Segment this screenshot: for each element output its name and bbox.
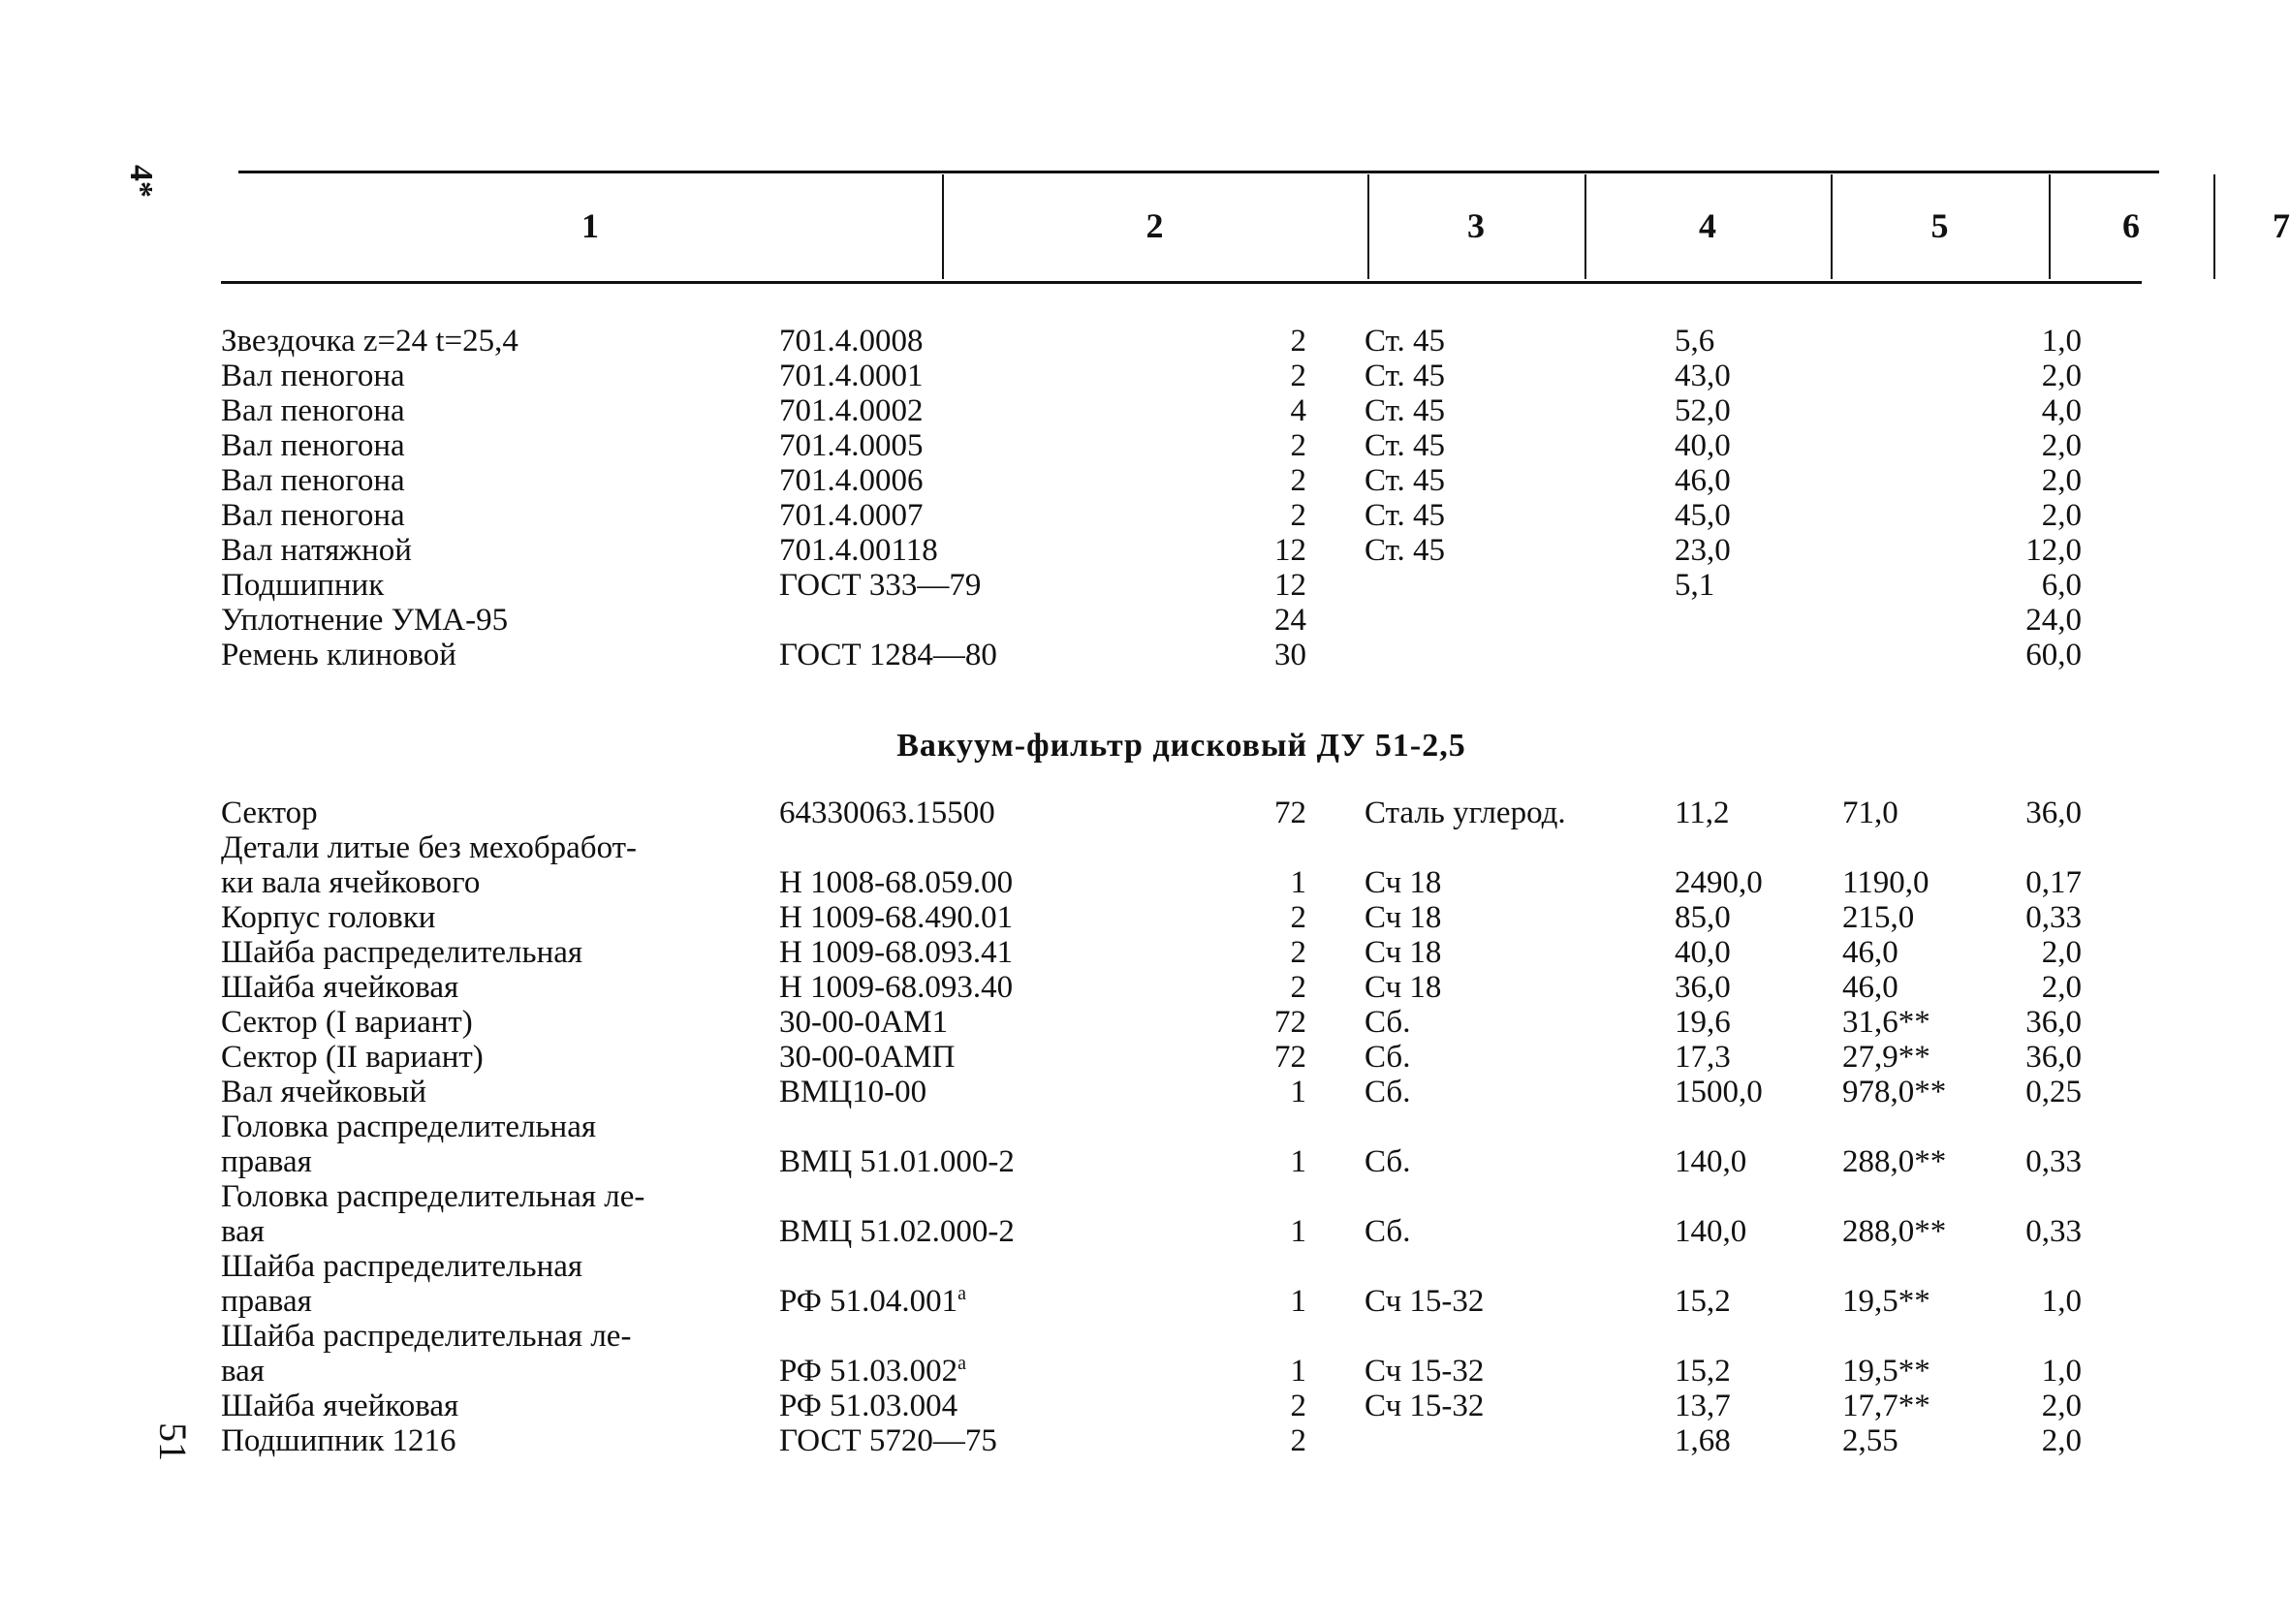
table-row [221,603,2159,638]
cell-name: Вал пеногона [221,463,405,498]
cell-code-wrap [779,1354,966,1389]
cell-v5: 1500,0 [1675,1075,1763,1109]
cell-material: Сч 15-32 [1365,1389,1485,1423]
cell-code: Н 1009-68.093.41 [779,935,1014,970]
cell-qty: 1 [1290,865,1306,900]
cell-v5: 140,0 [1675,1214,1747,1249]
cell-name: Ремень клиновой [221,638,456,672]
cell-qty: 1 [1290,1214,1306,1249]
cell-name: Сектор (II вариант) [221,1040,484,1075]
table-row [221,970,2159,1005]
cell-name: правая [221,1284,312,1319]
page-number: 51 [151,1422,195,1461]
cell-v6: 19,5** [1842,1354,1930,1389]
cell-material: Ст. 45 [1365,463,1446,498]
cell-name: Шайба ячейковая [221,970,459,1005]
cell-name: Звездочка z=24 t=25,4 [221,324,518,359]
table-row [221,359,2159,393]
cell-v7: 1,0 [2041,1284,2082,1319]
cell-v5: 15,2 [1675,1354,1731,1389]
cell-name: Шайба распределительная [221,935,583,970]
cell-qty: 72 [1274,1005,1306,1040]
header-col-2: 2 [1145,206,1164,245]
header-col-4: 4 [1699,206,1716,245]
table-row [221,1214,2159,1249]
cell-qty: 2 [1290,463,1306,498]
cell-qty: 2 [1290,359,1306,393]
cell-qty: 2 [1290,498,1306,533]
cell-v5: 36,0 [1675,970,1731,1005]
table-row [221,1249,2159,1284]
table-row [221,393,2159,428]
cell-qty: 2 [1290,428,1306,463]
table-row [221,1354,2159,1389]
table-row [221,638,2159,672]
header-col-7: 7 [2273,206,2290,245]
cell-name: Детали литые без мехобработ- [221,830,638,865]
cell-v7: 12,0 [2025,533,2082,568]
table-row [221,900,2159,935]
cell-material: Сч 18 [1365,865,1442,900]
cell-name: Сектор [221,796,318,830]
cell-v6: 31,6** [1842,1005,1930,1040]
cell-material: Сч 15-32 [1365,1354,1485,1389]
table-row [221,1144,2159,1179]
cell-v6: 2,55 [1842,1423,1898,1458]
cell-name: Вал пеногона [221,428,405,463]
cell-v7: 0,33 [2025,1214,2082,1249]
cell-material: Сб. [1365,1075,1411,1109]
cell-v6: 288,0** [1842,1214,1947,1249]
table-row [221,463,2159,498]
table-row [221,1005,2159,1040]
header-rule-bottom [221,281,2142,284]
cell-v5: 40,0 [1675,935,1731,970]
cell-code: 701.4.0006 [779,463,924,498]
cell-v7: 2,0 [2041,1423,2082,1458]
cell-v6: 27,9** [1842,1040,1930,1075]
cell-name: Сектор (I вариант) [221,1005,473,1040]
cell-material: Ст. 45 [1365,498,1446,533]
cell-name: ки вала ячейкового [221,865,481,900]
table-row [221,533,2159,568]
cell-code: 701.4.0001 [779,359,924,393]
cell-v5: 85,0 [1675,900,1731,935]
cell-qty: 72 [1274,796,1306,830]
cell-name: Уплотнение УМА-95 [221,603,509,638]
header-col-6: 6 [2122,206,2140,245]
cell-qty: 12 [1274,533,1306,568]
cell-code: 30-00-0АМ1 [779,1005,949,1040]
cell-code: 701.4.00118 [779,533,938,568]
cell-material: Сб. [1365,1214,1411,1249]
cell-code: Н 1008-68.059.00 [779,865,1014,900]
cell-v5: 46,0 [1675,463,1731,498]
cell-v7: 2,0 [2041,1389,2082,1423]
cell-material: Сч 15-32 [1365,1284,1485,1319]
cell-code: ВМЦ 51.02.000-2 [779,1214,1015,1249]
cell-name: Шайба распределительная [221,1249,583,1284]
cell-qty: 2 [1290,970,1306,1005]
cell-v7: 1,0 [2041,324,2082,359]
cell-v6: 71,0 [1842,796,1898,830]
cell-v7: 60,0 [2025,638,2082,672]
cell-code: ВМЦ10-00 [779,1075,927,1109]
cell-code: РФ 51.03.004 [779,1389,958,1423]
cell-v6: 17,7** [1842,1389,1930,1423]
table-row [221,830,2159,865]
cell-qty: 1 [1290,1284,1306,1319]
table-row [221,935,2159,970]
table-row [221,1109,2159,1144]
cell-v7: 2,0 [2041,463,2082,498]
cell-v5: 15,2 [1675,1284,1731,1319]
cell-name: Вал натяжной [221,533,412,568]
cell-v6: 215,0 [1842,900,1915,935]
table-row [221,324,2159,359]
table-header [221,171,2290,281]
table-row [221,498,2159,533]
header-col-5: 5 [1930,206,1949,245]
cell-code-wrap [779,1284,966,1319]
table-row [221,1075,2159,1109]
cell-qty: 2 [1290,935,1306,970]
cell-material: Сталь углерод. [1365,796,1566,830]
cell-name: Вал пеногона [221,359,405,393]
cell-name: Корпус головки [221,900,436,935]
cell-code: 30-00-0АМП [779,1040,956,1075]
cell-v6: 288,0** [1842,1144,1947,1179]
cell-code: ВМЦ 51.01.000-2 [779,1144,1015,1179]
cell-v7: 1,0 [2041,1354,2082,1389]
cell-material: Ст. 45 [1365,393,1446,428]
table-row [221,1319,2159,1354]
header-col-3: 3 [1467,206,1485,245]
cell-material: Ст. 45 [1365,428,1446,463]
cell-v7: 2,0 [2041,970,2082,1005]
table-row [221,428,2159,463]
cell-code: 701.4.0002 [779,393,924,428]
cell-v7: 0,33 [2025,1144,2082,1179]
cell-v5: 43,0 [1675,359,1731,393]
cell-v7: 36,0 [2025,796,2082,830]
cell-v6: 46,0 [1842,970,1898,1005]
cell-v7: 2,0 [2041,428,2082,463]
cell-name: Шайба ячейковая [221,1389,459,1423]
cell-material: Сч 18 [1365,970,1442,1005]
cell-qty: 1 [1290,1354,1306,1389]
cell-v7: 4,0 [2041,393,2082,428]
cell-code: 701.4.0007 [779,498,924,533]
cell-qty: 2 [1290,1389,1306,1423]
page-mark: 4* [123,165,159,198]
cell-v5: 5,1 [1675,568,1715,603]
cell-code-footnote: а [957,1353,967,1374]
cell-code: ГОСТ 5720—75 [779,1423,997,1458]
cell-v7: 6,0 [2041,568,2082,603]
cell-material: Ст. 45 [1365,359,1446,393]
cell-name: Вал пеногона [221,393,405,428]
cell-qty: 12 [1274,568,1306,603]
cell-qty: 4 [1290,393,1306,428]
cell-material: Сб. [1365,1005,1411,1040]
cell-name: Вал пеногона [221,498,405,533]
cell-name: вая [221,1214,265,1249]
cell-qty: 2 [1290,900,1306,935]
cell-qty: 1 [1290,1075,1306,1109]
cell-v5: 45,0 [1675,498,1731,533]
cell-v5: 2490,0 [1675,865,1763,900]
cell-code: РФ 51.04.001 [779,1284,958,1319]
cell-code: 701.4.0008 [779,324,924,359]
cell-material: Ст. 45 [1365,324,1446,359]
cell-v5: 5,6 [1675,324,1715,359]
cell-code: РФ 51.03.002 [779,1354,958,1389]
cell-name: Головка распределительная ле- [221,1179,645,1214]
cell-name: Головка распределительная [221,1109,597,1144]
cell-code-footnote: а [957,1283,967,1304]
cell-name: правая [221,1144,312,1179]
cell-v6: 978,0** [1842,1075,1947,1109]
cell-qty: 24 [1274,603,1306,638]
cell-code: ГОСТ 1284—80 [779,638,997,672]
cell-v7: 2,0 [2041,359,2082,393]
table-row [221,1040,2159,1075]
cell-name: Подшипник 1216 [221,1423,456,1458]
section-title: Вакуум-фильтр дисковый ДУ 51-2,5 [896,728,1466,764]
cell-material: Сб. [1365,1144,1411,1179]
table-row [221,1284,2159,1319]
cell-v5: 17,3 [1675,1040,1731,1075]
cell-v7: 0,17 [2025,865,2082,900]
cell-qty: 72 [1274,1040,1306,1075]
cell-v6: 46,0 [1842,935,1898,970]
table-row [221,1389,2159,1423]
cell-name: Шайба распределительная ле- [221,1319,632,1354]
cell-v5: 52,0 [1675,393,1731,428]
table-row [221,1179,2159,1214]
cell-code: 701.4.0005 [779,428,924,463]
cell-v7: 36,0 [2025,1040,2082,1075]
cell-qty: 1 [1290,1144,1306,1179]
cell-v7: 0,25 [2025,1075,2082,1109]
table-row [221,1423,2159,1458]
cell-v5: 11,2 [1675,796,1730,830]
cell-name: Подшипник [221,568,385,603]
cell-material: Ст. 45 [1365,533,1446,568]
cell-v5: 140,0 [1675,1144,1747,1179]
cell-code: Н 1009-68.490.01 [779,900,1014,935]
cell-v7: 36,0 [2025,1005,2082,1040]
cell-material: Сб. [1365,1040,1411,1075]
cell-code: ГОСТ 333—79 [779,568,982,603]
cell-v5: 19,6 [1675,1005,1731,1040]
cell-v7: 0,33 [2025,900,2082,935]
cell-material: Сч 18 [1365,935,1442,970]
cell-code: 64330063.15500 [779,796,995,830]
table-row [221,796,2159,830]
table-row [221,568,2159,603]
cell-code: Н 1009-68.093.40 [779,970,1014,1005]
cell-v5: 40,0 [1675,428,1731,463]
cell-v5: 13,7 [1675,1389,1731,1423]
cell-v6: 19,5** [1842,1284,1930,1319]
cell-v7: 2,0 [2041,935,2082,970]
table-row [221,865,2159,900]
cell-name: Вал ячейковый [221,1075,427,1109]
cell-qty: 2 [1290,324,1306,359]
cell-v5: 23,0 [1675,533,1731,568]
cell-material: Сч 18 [1365,900,1442,935]
cell-v6: 1190,0 [1842,865,1929,900]
cell-qty: 30 [1274,638,1306,672]
header-col-1: 1 [581,206,599,245]
cell-v7: 24,0 [2025,603,2082,638]
cell-name: вая [221,1354,265,1389]
cell-v7: 2,0 [2041,498,2082,533]
cell-v5: 1,68 [1675,1423,1731,1458]
cell-qty: 2 [1290,1423,1306,1458]
